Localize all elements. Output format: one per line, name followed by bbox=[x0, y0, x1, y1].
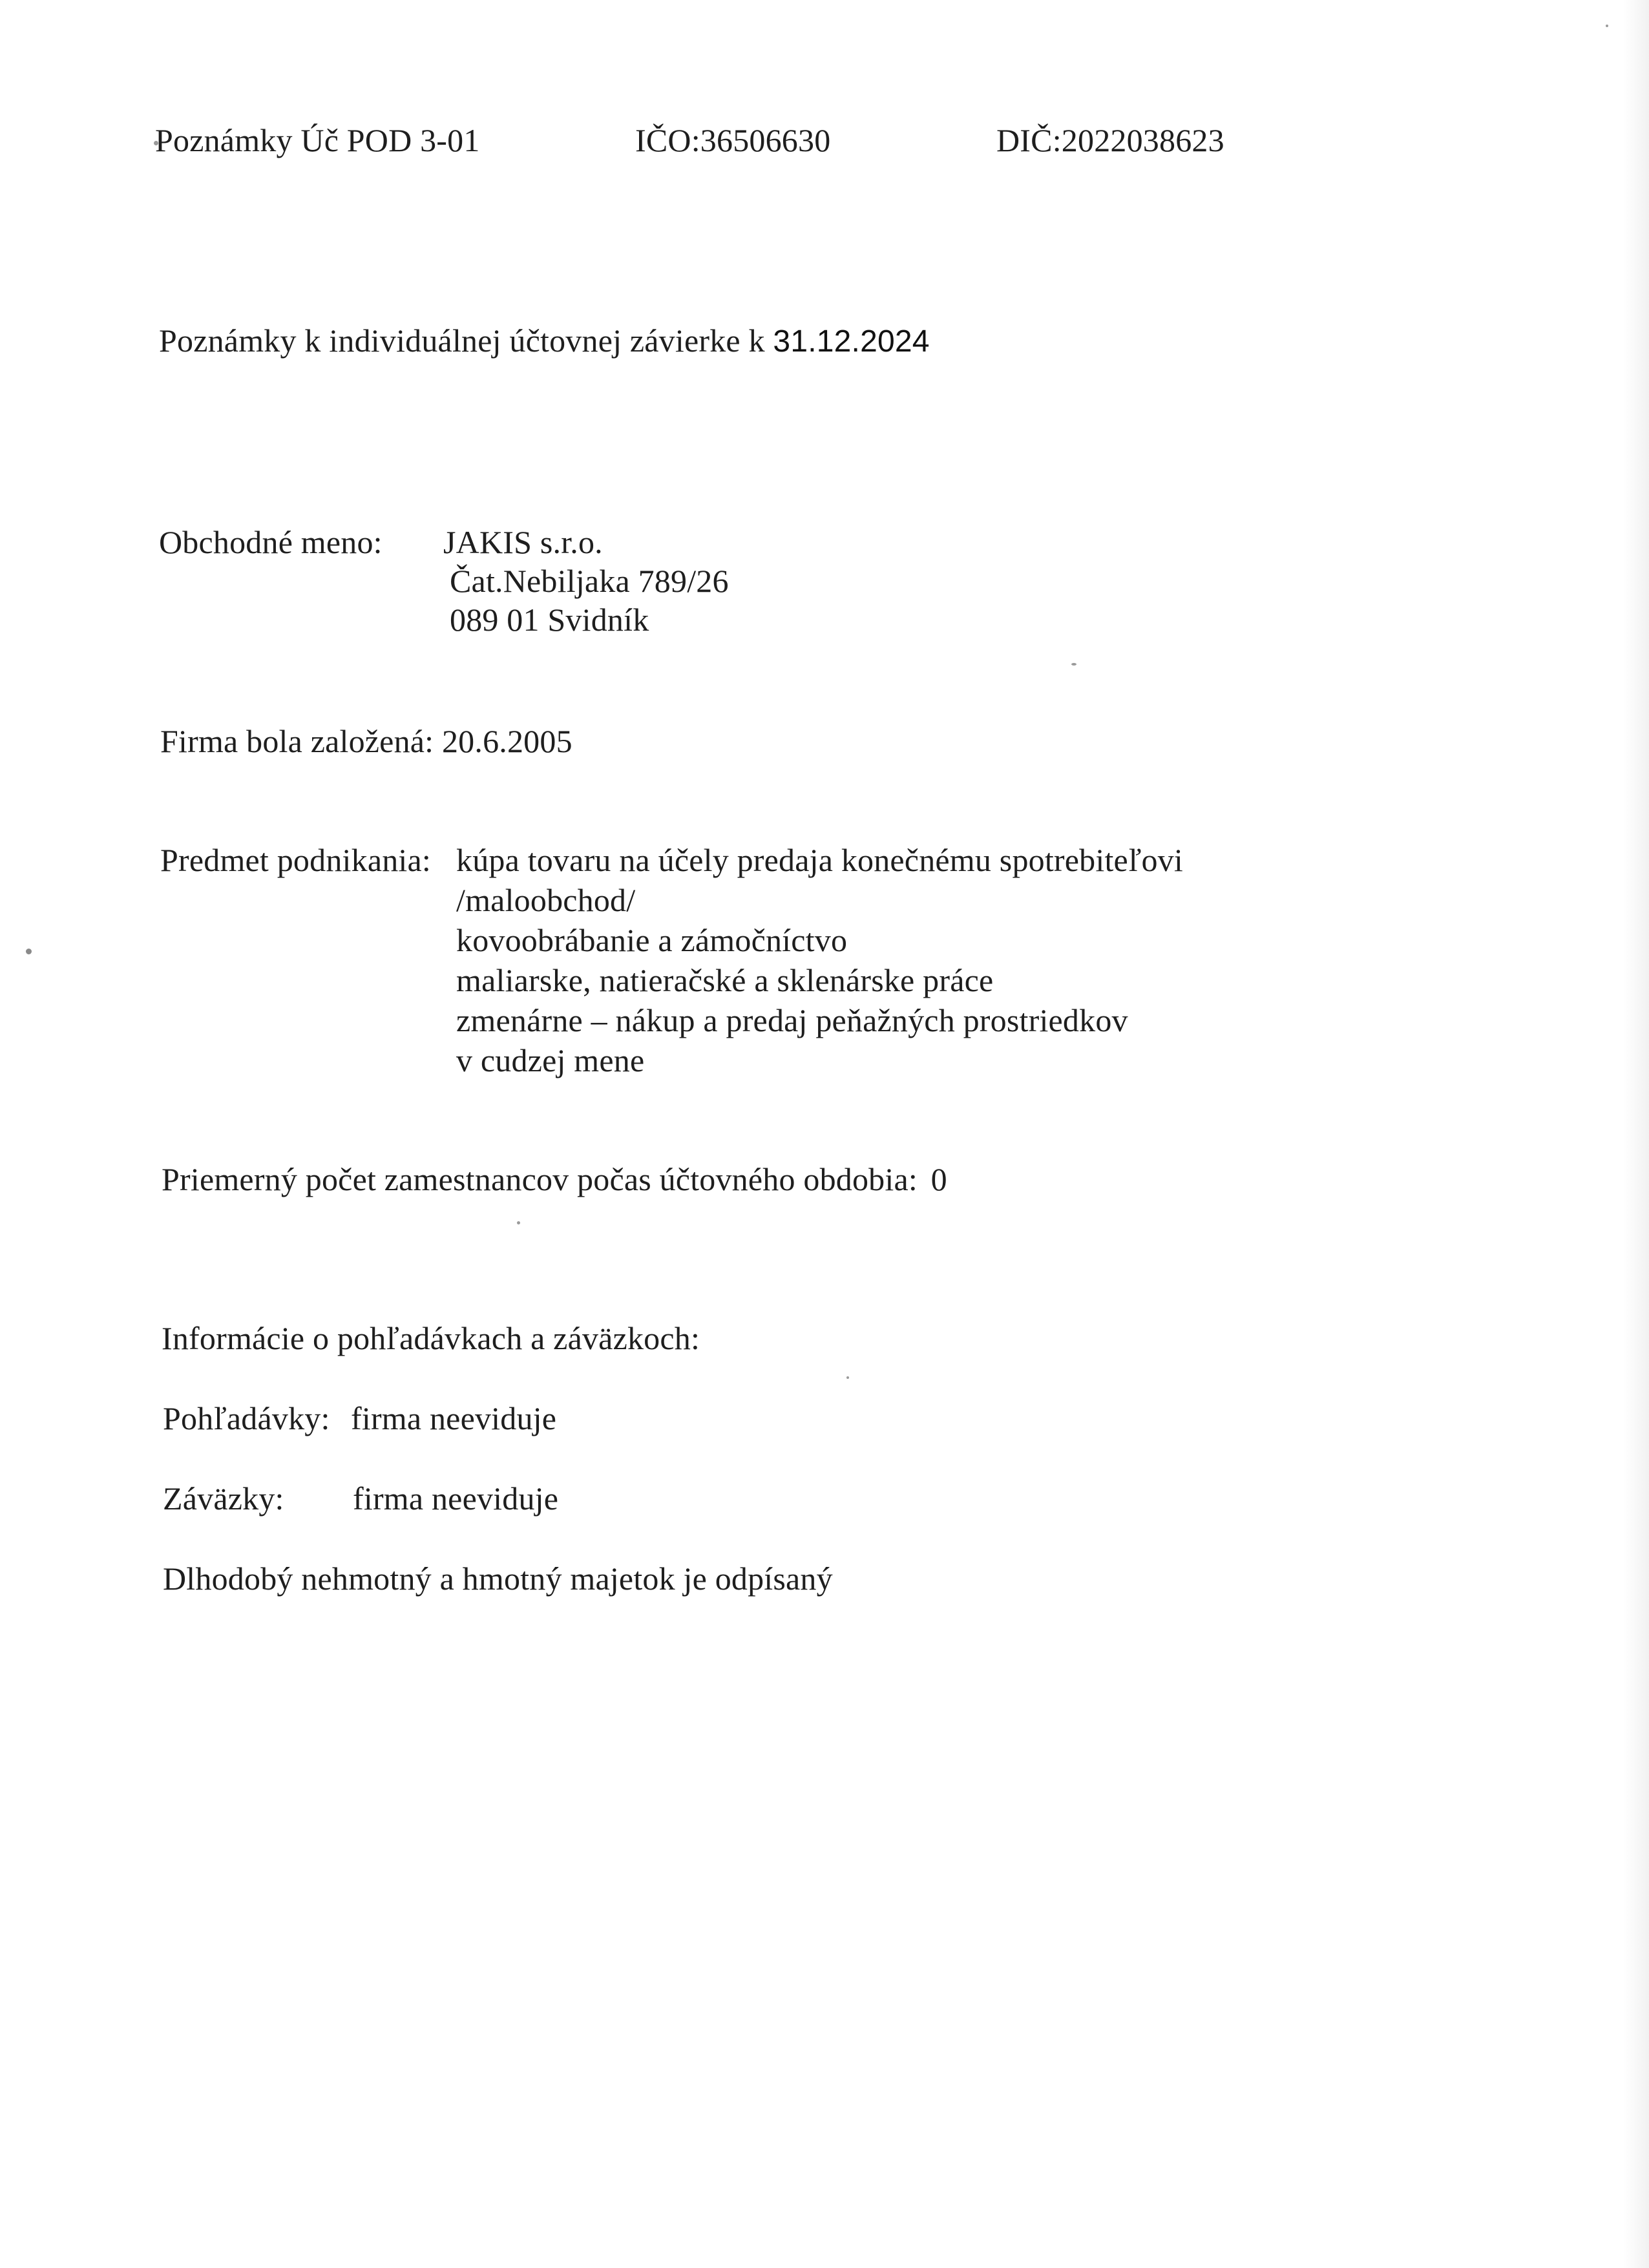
liabilities-label: Záväzky: bbox=[163, 1480, 284, 1517]
company-city: 089 01 Svidník bbox=[450, 602, 649, 638]
employees-value: 0 bbox=[930, 1161, 947, 1197]
form-code: Poznámky Úč POD 3-01 bbox=[155, 122, 480, 158]
scan-speck bbox=[1606, 25, 1608, 27]
employees-label: Priemerný počet zamestnancov počas účtovného obdobia: bbox=[162, 1161, 918, 1197]
company-street: Čat.Nebiljaka 789/26 bbox=[450, 563, 729, 599]
document-title bbox=[159, 320, 930, 362]
receivables-label: Pohľadávky: bbox=[163, 1400, 330, 1436]
founded-date: 20.6.2005 bbox=[441, 723, 572, 759]
business-line: zmenárne – nákup a predaj peňažných prostriedkov bbox=[456, 1002, 1128, 1038]
receivables-heading: Informácie o pohľadávkach a záväzkoch: bbox=[162, 1320, 700, 1356]
company-name: JAKIS s.r.o. bbox=[443, 524, 603, 560]
scan-speck bbox=[517, 1221, 520, 1224]
receivables-value: firma neeviduje bbox=[351, 1400, 557, 1436]
scan-edge-shadow bbox=[1623, 0, 1649, 2268]
assets-note: Dlhodobý nehmotný a hmotný majetok je odpísaný bbox=[163, 1560, 833, 1597]
scan-speck bbox=[1071, 663, 1077, 666]
business-label: Predmet podnikania: bbox=[160, 842, 431, 878]
founded-label: Firma bola založená: bbox=[160, 723, 434, 759]
founded-line bbox=[160, 721, 572, 761]
business-line: kovoobrábanie a zámočníctvo bbox=[456, 922, 848, 958]
document-title-date: 31.12.2024 bbox=[773, 324, 930, 359]
business-line: kúpa tovaru na účely predaja konečnému spotrebiteľovi bbox=[456, 842, 1183, 878]
ico-number: IČO:36506630 bbox=[635, 122, 831, 158]
scan-speck bbox=[846, 1376, 849, 1379]
business-line: /maloobchod/ bbox=[456, 882, 636, 918]
business-line: v cudzej mene bbox=[456, 1042, 645, 1078]
business-line: maliarske, natieračské a sklenárske práce bbox=[456, 962, 994, 998]
company-label: Obchodné meno: bbox=[159, 524, 383, 560]
liabilities-value: firma neeviduje bbox=[353, 1480, 559, 1517]
dic-number: DIČ:2022038623 bbox=[996, 122, 1224, 158]
document-title-text: Poznámky k individuálnej účtovnej závierke k bbox=[159, 322, 765, 359]
employees-line bbox=[162, 1159, 947, 1199]
scan-speck bbox=[26, 949, 32, 954]
